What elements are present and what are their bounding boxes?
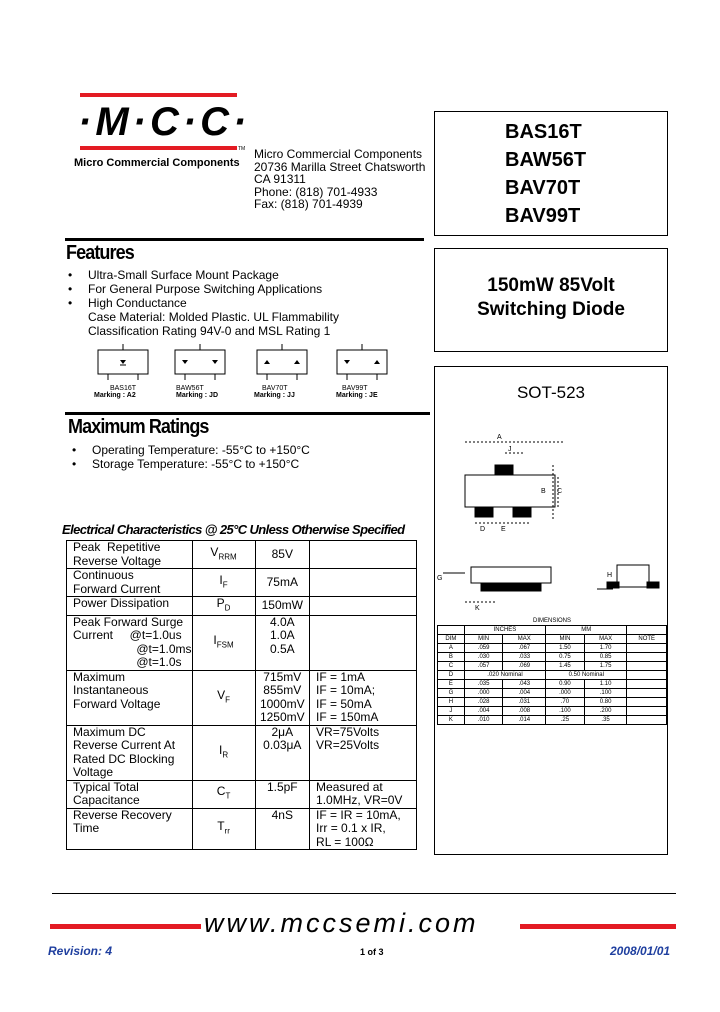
dim-cell — [627, 662, 667, 671]
address-line: Phone: (818) 701-4933 — [254, 184, 378, 199]
ec-param-line: Reverse Voltage — [73, 553, 162, 568]
dim-cell: .35 — [584, 716, 627, 725]
dim-cell: E — [438, 680, 465, 689]
max-ratings-list — [70, 443, 430, 471]
ec-symbol — [192, 597, 255, 616]
dim-head: DIM — [438, 635, 465, 644]
ec-symbol — [192, 725, 255, 780]
dim-head-blank — [438, 626, 465, 635]
dim-cell: 1.50 — [546, 644, 585, 653]
ec-param-line: Typical Total — [73, 779, 139, 794]
ec-value-line: 1.5pF — [266, 779, 298, 794]
ec-param — [67, 670, 193, 725]
dim-cell: .059 — [464, 644, 503, 653]
trademark: TM — [238, 146, 246, 152]
dim-head-blank — [627, 626, 667, 635]
marking-code: Marking : A2 — [94, 392, 136, 399]
ec-value-line: 0.5A — [269, 641, 295, 656]
dim-cell: J — [438, 707, 465, 716]
ec-param-line: Instantaneous — [73, 683, 149, 698]
footer-url: www.mccsemi.com — [204, 908, 479, 938]
ec-value — [255, 597, 310, 616]
max-ratings-rule — [65, 412, 430, 415]
marking-diagram-baw56t — [170, 340, 240, 399]
dim-label-k: K — [475, 605, 480, 612]
ec-value — [255, 725, 310, 780]
ec-symbol-display: $I_F$ — [219, 572, 228, 589]
address-line: 20736 Marilla Street Chatsworth — [254, 159, 426, 174]
ec-value — [255, 615, 310, 670]
ec-value-line: 4nS — [271, 807, 293, 822]
ec-row — [67, 808, 417, 850]
part-number: BAS16T — [505, 121, 582, 143]
dim-head-inches: INCHES — [464, 626, 545, 635]
feature-item: • High Conductance — [66, 296, 426, 310]
dim-cell — [627, 680, 667, 689]
ec-value-line: 1.0A — [269, 628, 295, 643]
package-box — [434, 366, 668, 855]
ec-value — [255, 670, 310, 725]
ec-symbol — [192, 808, 255, 850]
dim-label-d: D — [480, 526, 486, 533]
dim-row — [438, 716, 667, 725]
logo: ·M·C·C· — [78, 100, 251, 144]
dim-row — [438, 680, 667, 689]
logo-subtitle: Micro Commercial Components — [74, 157, 240, 169]
dim-cell: .035 — [464, 680, 503, 689]
dim-cell: G — [438, 689, 465, 698]
ec-condition — [310, 780, 417, 808]
ec-condition — [310, 670, 417, 725]
dim-head-mm: MM — [546, 626, 627, 635]
ec-condition-line: IF = IR = 10mA, — [316, 807, 401, 822]
ec-param-line: Power Dissipation — [73, 596, 170, 610]
dim-cell: .030 — [464, 653, 503, 662]
dim-cell: .100 — [546, 707, 585, 716]
ec-row — [67, 541, 417, 569]
dim-cell: .004 — [503, 689, 546, 698]
dim-cell: 1.70 — [584, 644, 627, 653]
marking-part: BAS16T — [109, 385, 137, 392]
dim-label-b: B — [541, 488, 546, 495]
ec-symbol-display: $I_{FSM}$ — [213, 632, 234, 650]
dim-cell: 1.75 — [584, 662, 627, 671]
dim-row — [438, 671, 667, 680]
part-number-box — [434, 111, 668, 236]
footer-rule — [52, 893, 676, 894]
ec-value-line: 4.0A — [269, 614, 295, 629]
ec-param — [67, 597, 193, 616]
ec-row — [67, 615, 417, 670]
dim-head: MIN — [546, 635, 585, 644]
features-rule — [65, 238, 424, 241]
ec-param-line: Forward Current — [73, 581, 161, 596]
dim-cell: .033 — [503, 653, 546, 662]
dim-table-title: DIMENSIONS — [438, 617, 667, 626]
dim-cell: 0.75 — [546, 653, 585, 662]
dim-cell: .028 — [464, 698, 503, 707]
ec-condition — [310, 725, 417, 780]
ec-value-line: 2μA — [271, 724, 294, 739]
electrical-characteristics-table — [66, 540, 417, 850]
dim-cell: 1.10 — [584, 680, 627, 689]
ec-param-line: Peak Forward Surge — [73, 614, 184, 629]
ec-param-line: Peak Repetitive — [73, 540, 161, 554]
address-line: Fax: (818) 701-4939 — [254, 197, 363, 211]
ec-param-line: Maximum — [73, 669, 126, 684]
ec-condition-line: IF = 1mA — [316, 669, 366, 684]
dim-cell: .008 — [503, 707, 546, 716]
logo-bottom-bar — [80, 146, 237, 150]
ec-param-line: Voltage — [73, 765, 114, 780]
dim-label-a: A — [497, 434, 502, 441]
ec-condition-line: VR=25Volts — [316, 738, 380, 753]
dim-cell: 1.45 — [546, 662, 585, 671]
dim-row — [438, 662, 667, 671]
ec-heading: Electrical Characteristics @ 25°C Unless Otherwise Specified — [62, 522, 405, 537]
dim-cell: .000 — [546, 689, 585, 698]
ec-condition-line: Irr = 0.1 x IR, — [316, 821, 386, 836]
part-number: BAV99T — [505, 205, 581, 227]
footer-bar-left — [50, 924, 201, 929]
dim-cell: .020 Nominal — [464, 671, 545, 680]
dim-cell: 0.50 Nominal — [546, 671, 627, 680]
diode-package-icon — [332, 340, 392, 380]
dim-label-e: E — [501, 526, 506, 533]
ec-value-line: 0.03μA — [263, 738, 302, 753]
diode-package-icon — [170, 340, 230, 380]
dim-row — [438, 689, 667, 698]
dim-cell — [627, 698, 667, 707]
marking-code: Marking : JE — [336, 392, 378, 399]
ec-symbol — [192, 569, 255, 597]
ec-param-line: Reverse Recovery — [73, 807, 172, 822]
ec-param — [67, 569, 193, 597]
ec-condition-line: 1.0MHz, VR=0V — [316, 793, 403, 808]
ec-param-line: @t=1.0s — [73, 655, 182, 670]
logo-top-bar — [80, 93, 237, 97]
address-line: CA 91311 — [254, 172, 306, 186]
max-rating-item: • Storage Temperature: -55°C to +150°C — [70, 457, 430, 471]
features-list — [66, 268, 426, 338]
dim-cell: 0.90 — [546, 680, 585, 689]
ec-param-line: Current @t=1.0us — [73, 628, 182, 643]
dim-cell: .000 — [464, 689, 503, 698]
ec-symbol — [192, 670, 255, 725]
dim-row — [438, 653, 667, 662]
ec-condition — [310, 808, 417, 850]
feature-item: • For General Purpose Switching Applications — [66, 282, 426, 296]
revision: Revision: 4 — [48, 944, 113, 958]
dim-cell: K — [438, 716, 465, 725]
marking-diagram-bas16t — [88, 340, 158, 399]
dim-cell: .70 — [546, 698, 585, 707]
ec-condition-line: Measured at — [316, 779, 383, 794]
package-title: SOT-523 — [516, 383, 586, 402]
ec-condition-line: VR=75Volts — [316, 724, 380, 739]
ec-value — [255, 808, 310, 850]
ec-param-line: Maximum DC — [73, 724, 146, 739]
ec-param-line: Rated DC Blocking — [73, 751, 175, 766]
dim-label-j: J — [508, 446, 512, 453]
dim-label-g: G — [437, 575, 443, 582]
diode-package-icon — [252, 340, 312, 380]
dim-head: NOTE — [627, 635, 667, 644]
ec-value-line: 75mA — [266, 574, 298, 589]
ec-symbol-display: $V_{RRM}$ — [210, 544, 237, 561]
ec-condition — [310, 569, 417, 597]
ec-value — [255, 541, 310, 569]
ec-symbol-display: $C_T$ — [216, 784, 231, 801]
ec-value-line: 150mW — [261, 598, 303, 613]
ec-row — [67, 725, 417, 780]
marking-code: Marking : JD — [176, 392, 219, 399]
dim-head: MAX — [503, 635, 546, 644]
ec-symbol — [192, 615, 255, 670]
ec-symbol-display: $V_F$ — [217, 687, 230, 705]
dim-row — [438, 698, 667, 707]
part-number: BAW56T — [505, 149, 587, 171]
dim-cell: .010 — [464, 716, 503, 725]
dim-head: MAX — [584, 635, 627, 644]
dim-cell — [627, 689, 667, 698]
dim-cell: .100 — [584, 689, 627, 698]
ec-condition — [310, 615, 417, 670]
ec-row — [67, 780, 417, 808]
dim-cell: .067 — [503, 644, 546, 653]
feature-item: • Ultra-Small Surface Mount Package — [66, 268, 426, 282]
ec-row — [67, 569, 417, 597]
dim-cell: H — [438, 698, 465, 707]
features-heading: Features — [66, 242, 134, 264]
ec-symbol-display: $T_{rr}$ — [217, 819, 230, 836]
dim-row — [438, 707, 667, 716]
ec-param-line: Reverse Current At — [73, 738, 176, 753]
max-ratings-heading: Maximum Ratings — [68, 416, 209, 438]
ec-param-line: Continuous — [73, 568, 134, 582]
ec-condition — [310, 597, 417, 616]
max-rating-item: • Operating Temperature: -55°C to +150°C — [70, 443, 430, 457]
dim-cell — [627, 644, 667, 653]
dim-cell: .25 — [546, 716, 585, 725]
feature-item: Classification Rating 94V-0 and MSL Rating 1 — [88, 324, 331, 338]
ec-symbol-display: $P_D$ — [216, 596, 231, 613]
dim-label-c: C — [557, 488, 563, 495]
ec-param — [67, 780, 193, 808]
address-line: Micro Commercial Components — [254, 147, 423, 161]
ec-param — [67, 541, 193, 569]
part-number: BAV70T — [505, 177, 581, 199]
dim-cell: .031 — [503, 698, 546, 707]
ec-param-line: @t=1.0ms — [73, 641, 192, 656]
ec-value-line: 715mV — [263, 669, 302, 684]
dim-cell: .043 — [503, 680, 546, 689]
dim-cell — [627, 716, 667, 725]
dim-cell: A — [438, 644, 465, 653]
dim-cell: .004 — [464, 707, 503, 716]
company-address — [254, 148, 425, 211]
dim-cell: B — [438, 653, 465, 662]
diode-package-icon — [93, 340, 153, 380]
ec-condition-line: IF = 10mA; — [316, 683, 376, 698]
ec-symbol-display: $I_R$ — [218, 742, 229, 760]
ec-param — [67, 808, 193, 850]
ec-value — [255, 780, 310, 808]
marking-part: BAV99T — [342, 385, 368, 392]
ec-param-line: Forward Voltage — [73, 696, 161, 711]
ec-symbol — [192, 780, 255, 808]
ec-condition-line: IF = 150mA — [316, 710, 379, 725]
revision-date: 2008/01/01 — [610, 944, 671, 958]
dim-cell — [627, 707, 667, 716]
dim-cell: C — [438, 662, 465, 671]
dim-row — [438, 644, 667, 653]
page-number: 1 of 3 — [360, 947, 384, 957]
subtitle-box — [434, 248, 668, 352]
dim-cell — [627, 671, 667, 680]
ec-param-line: Capacitance — [73, 793, 140, 808]
dim-cell: .057 — [464, 662, 503, 671]
ec-value-line: 855mV — [263, 683, 302, 698]
marking-part: BAW56T — [176, 385, 204, 392]
dim-head: MIN — [464, 635, 503, 644]
ec-symbol — [192, 541, 255, 569]
ec-condition-line: IF = 50mA — [316, 696, 372, 711]
dim-cell: 0.85 — [584, 653, 627, 662]
marking-diagrams — [88, 340, 428, 402]
ec-value — [255, 569, 310, 597]
ec-row — [67, 670, 417, 725]
subtitle-line: Switching Diode — [477, 299, 625, 320]
dim-cell — [627, 653, 667, 662]
ec-row — [67, 597, 417, 616]
feature-item: Case Material: Molded Plastic. UL Flammability — [88, 310, 339, 324]
ec-value-line: 1000mV — [259, 696, 305, 711]
dim-cell: D — [438, 671, 465, 680]
dimensions-table — [437, 617, 667, 725]
marking-code: Marking : JJ — [254, 392, 295, 399]
ec-param-line: Time — [73, 821, 100, 836]
dim-label-h: H — [607, 572, 613, 579]
marking-diagram-bav70t — [252, 340, 322, 399]
ec-condition — [310, 541, 417, 569]
ec-param — [67, 615, 193, 670]
ec-param — [67, 725, 193, 780]
dim-cell: 0.80 — [584, 698, 627, 707]
marking-diagram-bav99t — [332, 340, 402, 399]
ec-condition-line: RL = 100Ω — [316, 834, 374, 849]
marking-part: BAV70T — [262, 385, 288, 392]
ec-value-line: 85V — [271, 546, 293, 561]
ec-value-line: 1250mV — [259, 710, 305, 725]
dim-cell: .014 — [503, 716, 546, 725]
subtitle-line: 150mW 85Volt — [487, 275, 615, 296]
dim-cell: .069 — [503, 662, 546, 671]
footer-bar-right — [520, 924, 676, 929]
dim-cell: .200 — [584, 707, 627, 716]
